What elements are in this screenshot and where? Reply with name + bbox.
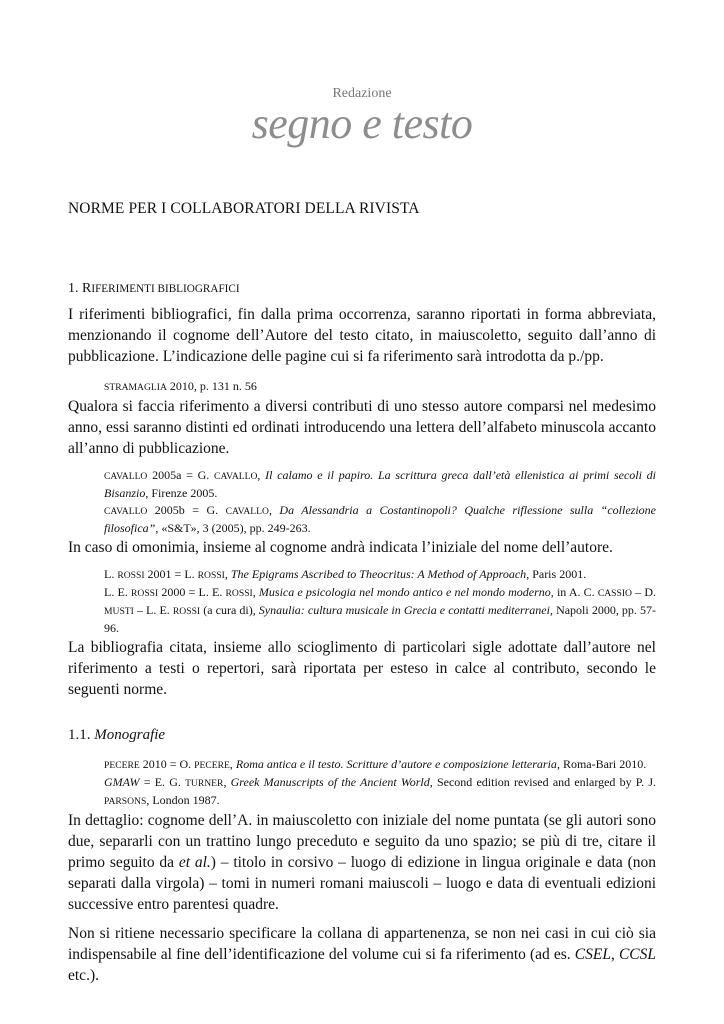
paragraph-text: Non si ritiene necessario specificare la collana di appartenenza, se non nei casi in cui ciò sia indispensabile al fine dell’identificazione del volume cui si fa riferimento (ad es. — [68, 925, 656, 963]
author-name: CAVALLO — [225, 506, 269, 517]
italic-term: et al. — [178, 854, 211, 871]
citation-text: L. E. — [104, 585, 132, 599]
citation-text: , Second edition revised and enlarged by P. J. — [429, 775, 656, 789]
citation-text: 2005b = G. — [147, 503, 226, 517]
citation-text: , Paris 2001. — [526, 567, 587, 581]
example-pecere — [104, 756, 656, 774]
citation-text: , — [224, 567, 231, 581]
citation-text: , London 1987. — [146, 793, 220, 807]
citation-text: , — [223, 775, 231, 789]
citation-text: 2001 = L. — [144, 567, 198, 581]
masthead-subtitle: Redazione — [332, 86, 392, 101]
citation-text: , Roma-Bari 2010. — [556, 757, 647, 771]
italic-term: CSEL — [574, 946, 611, 963]
citation-text: – D. — [631, 585, 656, 599]
citation-text: , — [257, 468, 266, 482]
citation-text: 2000 = L. E. — [158, 585, 226, 599]
citation-text: , — [252, 585, 259, 599]
example-rossi-2001 — [104, 566, 656, 584]
citation-text: – L. E. — [133, 603, 173, 617]
citation-text: 2010 = O. — [139, 757, 195, 771]
work-title: Roma antica e il testo. Scritture d’autore e composizione letteraria — [235, 757, 557, 771]
paragraph-5 — [68, 810, 656, 915]
document-body — [68, 304, 656, 986]
author-name: ROSSI — [172, 606, 201, 617]
document-title: NORME PER I COLLABORATORI DELLA RIVISTA — [68, 200, 420, 217]
author-name: TURNER — [185, 778, 224, 789]
citation-text: , «S&T», 3 (2005), pp. 249-263. — [155, 521, 311, 535]
author-name: ROSSI — [131, 588, 159, 599]
citation-text: = E. G. — [139, 775, 186, 789]
author-name: PECERE — [104, 760, 140, 771]
paragraph-4: La bibliografia citata, insieme allo scioglimento di particolari sigle adottate dall’autore nel riferimento a testi o repertori, sarà riportata per esteso in calce al contributo, secondo le seguenti norme. — [68, 639, 656, 698]
work-title: Greek Manuscripts of the Ancient World — [230, 775, 430, 789]
work-title: Musica e psicologia nel mondo antico e nel mondo moderno — [258, 585, 551, 599]
paragraph-text: In dettaglio: cognome dell’A. in maiuscoletto con iniziale del nome puntata (se gli autori sono due, separarli con un trattino lungo preceduto e seguito da uno spazio; se più di tre, citare il primo seguito da — [68, 812, 656, 871]
author-name: STRAMAGLIA — [104, 382, 167, 393]
paragraph-1: I riferimenti bibliografici, fin dalla prima occorrenza, saranno riportati in forma abbreviata, menzionando il cognome dell’Autore del testo citato, in maiuscoletto, seguito dall’anno di pubblicazione. L’indicazione delle pagine cui si fa riferimento sarà introdotta da p./pp. — [68, 306, 656, 365]
paragraph-text: ) – titolo in corsivo – luogo di edizione in lingua originale e data (non separati dalla virgola) – tomi in numeri romani maiuscoli – luogo e data di eventuali edizioni successive entro parentesi quadre. — [68, 854, 657, 913]
paragraph-6 — [68, 923, 656, 986]
example-cavallo-b — [104, 502, 656, 537]
work-abbreviation: GMAW — [104, 775, 140, 789]
citation-text: , — [268, 503, 280, 517]
section-initial: R — [82, 281, 92, 296]
paragraph-2: Qualora si faccia riferimento a diversi contributi di uno stesso autore comparsi nel medesimo anno, essi saranno distinti ed ordinati introducendo una lettera dell’alfabeto minuscola accanto all’anno di pubblicazione. — [68, 398, 656, 457]
author-name: PARSONS — [104, 796, 147, 807]
author-name: ROSSI — [225, 588, 253, 599]
work-title: Da Alessandria a Costantinopoli? Qualche riflessione sulla “collezione filosofica” — [104, 503, 656, 535]
journal-logo: segno e testo — [251, 99, 473, 148]
citation-text: 2010, p. 131 n. 56 — [166, 379, 257, 393]
author-name: CAVALLO — [104, 471, 148, 482]
italic-term: CCSL — [618, 946, 657, 963]
author-name: PECERE — [194, 760, 230, 771]
example-rossi-2000 — [104, 584, 656, 637]
work-title: Synaulia: cultura musicale in Grecia e contatti mediterranei — [258, 603, 550, 617]
work-title: Il calamo e il papiro. La scrittura greca dall’età ellenistica ai primi secoli di Bisanzio — [104, 468, 657, 500]
paragraph-3: In caso di omonimia, insieme al cognome andrà indicata l’iniziale del nome dell’autore. — [68, 539, 613, 556]
section-number: 1. — [68, 281, 82, 296]
author-name: CAVALLO — [104, 506, 148, 517]
citation-text: L. — [104, 567, 118, 581]
citation-text: (a cura di), — [200, 603, 259, 617]
section-label: IFERIMENTI BIBLIOGRAFICI — [91, 283, 240, 295]
author-name: ROSSI — [197, 570, 225, 581]
work-title: The Epigrams Ascribed to Theocritus: A Method of Approach — [230, 567, 527, 581]
paragraph-text: etc.). — [68, 967, 99, 984]
citation-text: , Firenze 2005. — [145, 486, 218, 500]
subsection-label: Monografie — [94, 727, 166, 743]
example-gmaw — [104, 774, 656, 810]
citation-text: , Napoli 2000, pp. 57-96. — [104, 603, 657, 635]
example-cavallo-a — [104, 467, 656, 502]
citation-text: 2005a = G. — [147, 468, 215, 482]
subsection-number: 1.1. — [68, 727, 95, 743]
author-name: CAVALLO — [214, 471, 258, 482]
citation-text: , in A. C. — [550, 585, 598, 599]
citation-text: , — [229, 757, 236, 771]
subsection-heading — [68, 725, 656, 746]
author-name: ROSSI — [117, 570, 145, 581]
author-name: MUSTI — [104, 606, 134, 617]
author-name: CASSIO — [597, 588, 632, 599]
paragraph-text: , — [610, 946, 619, 963]
example-stramaglia — [104, 378, 656, 396]
section-heading — [68, 281, 240, 297]
